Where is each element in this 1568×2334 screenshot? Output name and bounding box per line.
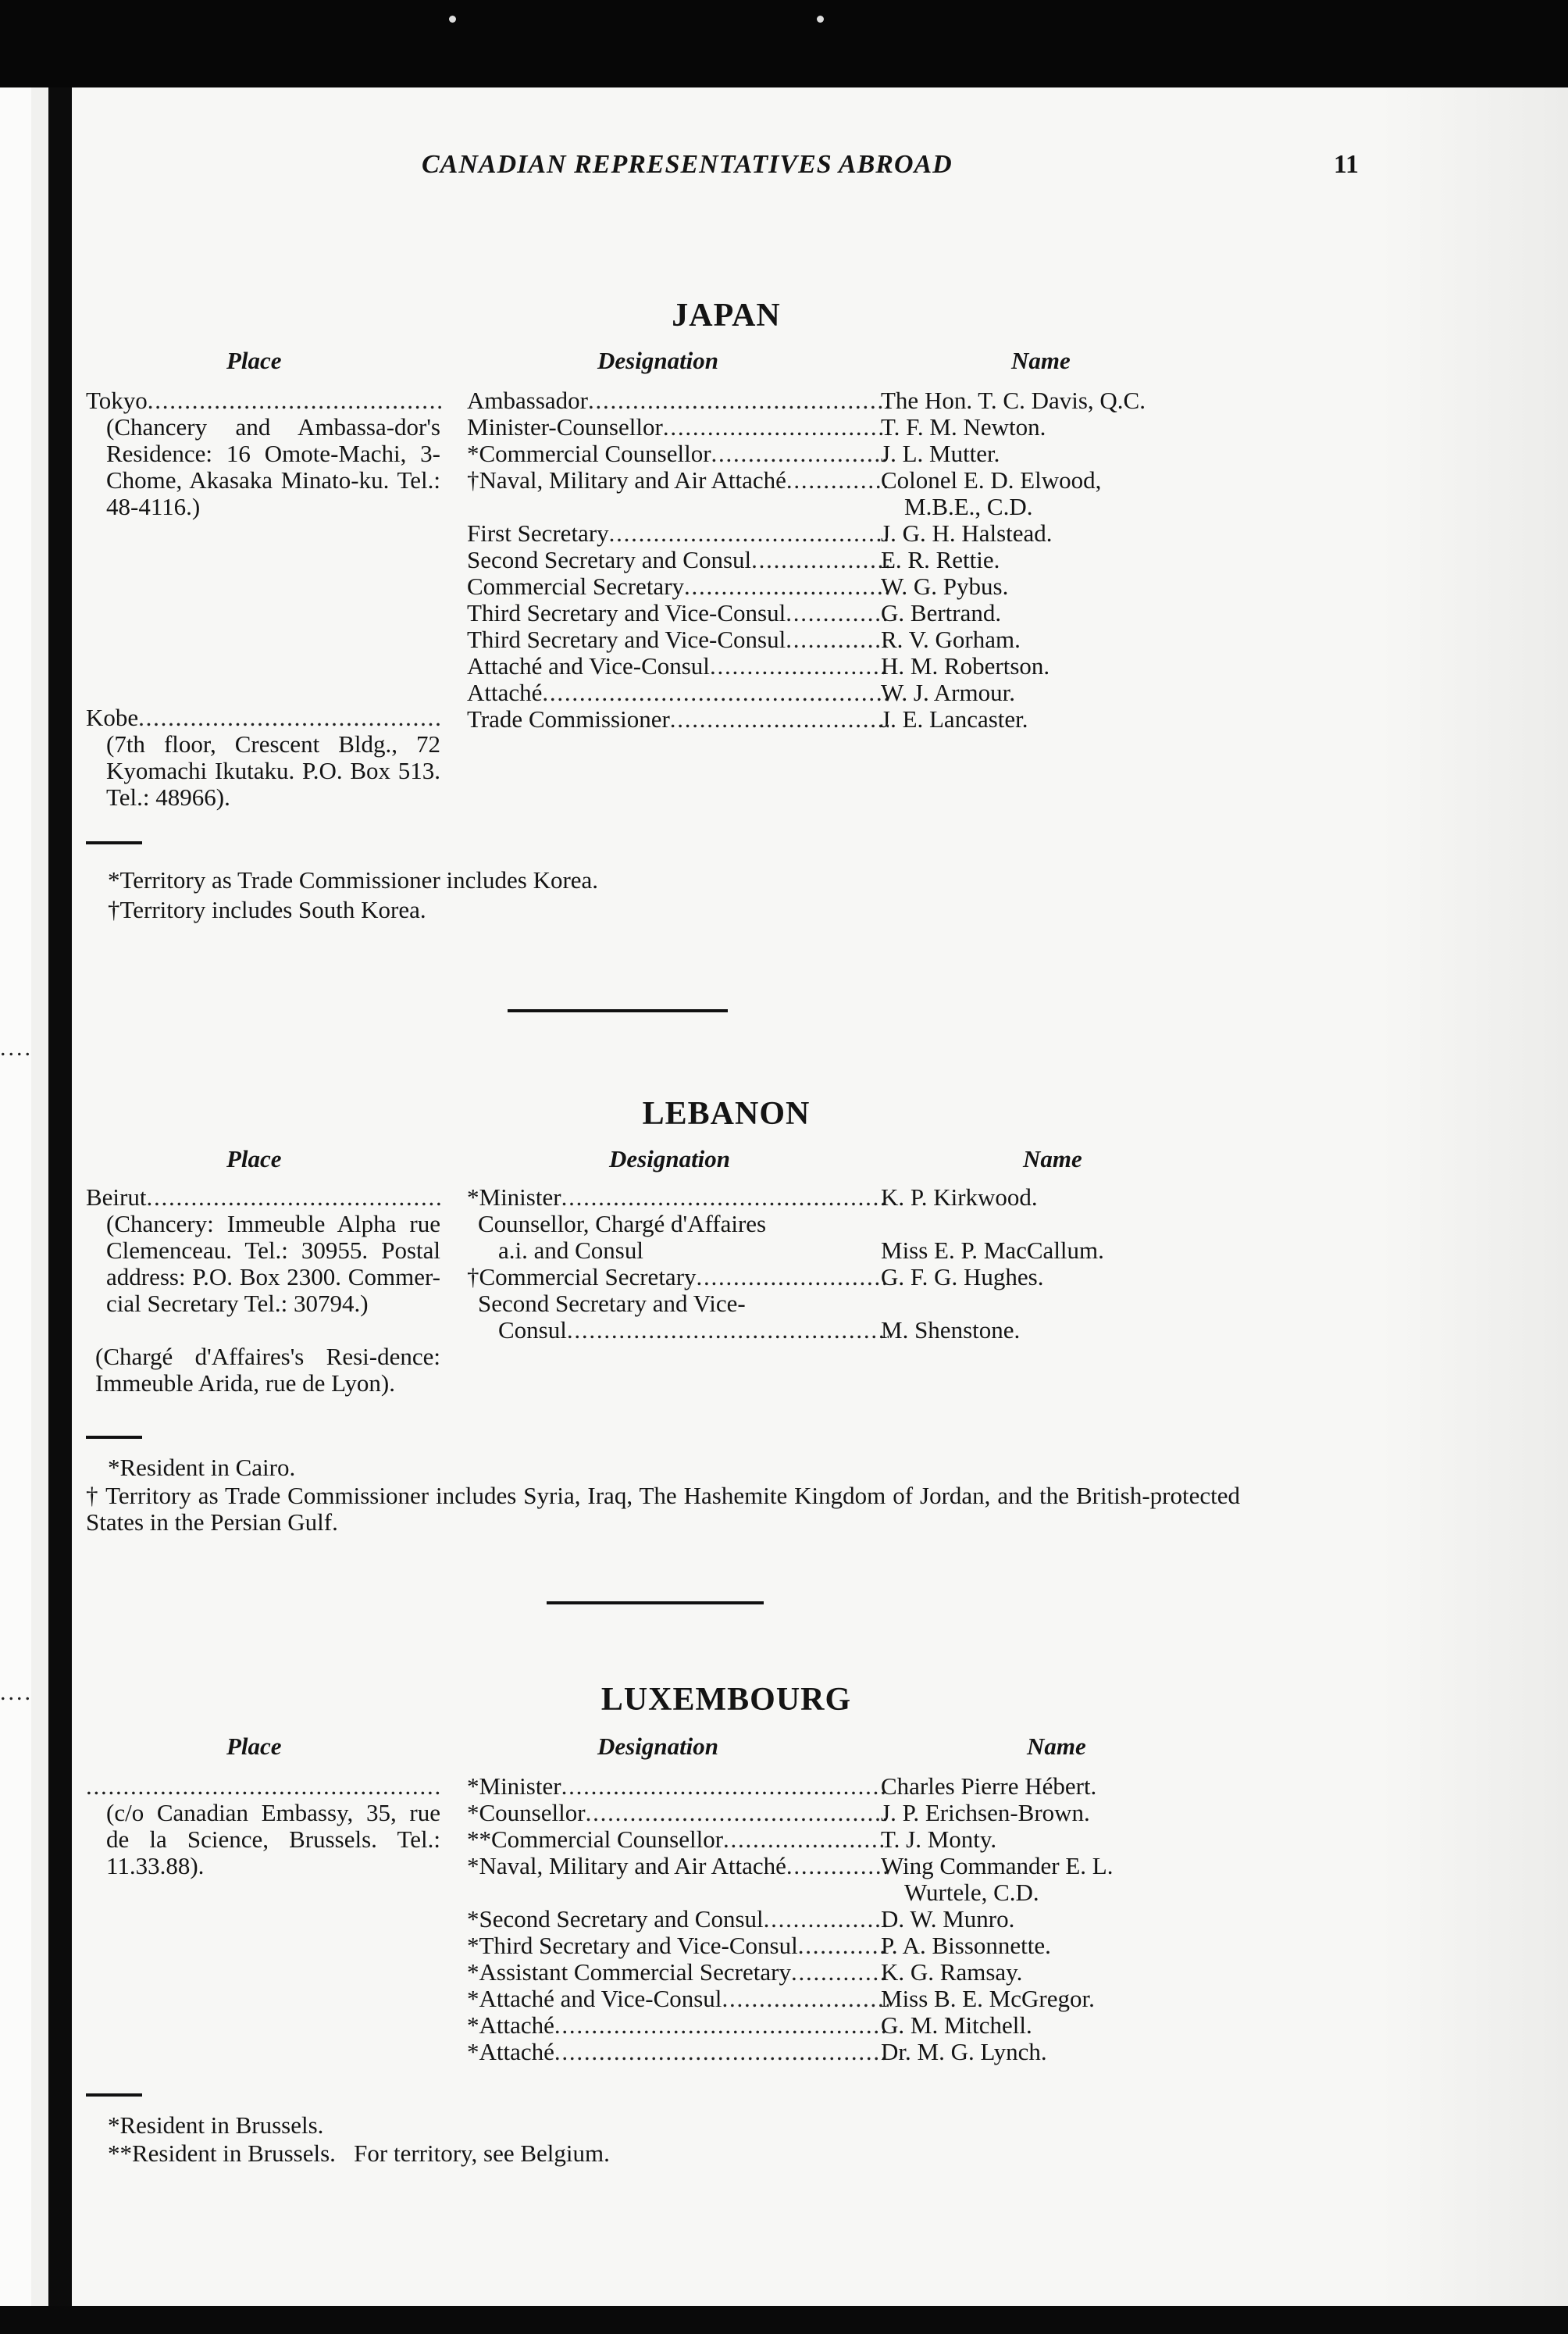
footnote: **Resident in Brussels. For territory, see Belgium. [108,2140,610,2167]
name-cell: Wurtele, C.D. [904,1879,1039,1906]
name-cell: G. F. G. Hughes. [881,1263,1044,1290]
designation-cell: Trade Commissioner . . . [467,706,889,733]
scan-bottom-border [0,2306,1568,2334]
section-title-japan: JAPAN [672,298,781,334]
designation-cell: *Third Secretary and Vice-Consul . . . [467,1933,889,1959]
scan-binding-shadow [31,87,48,2306]
section-title-lebanon: LEBANON [642,1096,811,1132]
name-cell: Wing Commander E. L. [881,1852,1114,1879]
designation-cell: *Counsellor . . . [467,1800,889,1826]
designation-cell: Third Secretary and Vice-Consul . . . [467,600,889,626]
name-cell: Charles Pierre Hébert. [881,1772,1097,1800]
name-cell: T. J. Monty. [881,1825,997,1853]
scan-right-margin [1381,87,1568,2306]
name-cell: Miss E. P. MacCallum. [881,1237,1104,1264]
column-header-designation: Designation [597,1733,719,1760]
name-cell: H. M. Robertson. [881,652,1050,680]
column-header-name: Name [1011,347,1071,374]
name-cell: J. E. Lancaster. [881,705,1028,733]
scan-left-margin [0,87,31,2306]
name-cell: K. P. Kirkwood. [881,1183,1038,1211]
address-luxembourg: (c/o Canadian Embassy, 35, rue de la Science, Brussels. Tel.: 11.33.88). [106,1799,440,1879]
name-cell: E. R. Rettie. [881,546,1000,573]
name-cell: J. G. H. Halstead. [881,519,1053,547]
designation-cell: *Naval, Military and Air Attaché . . . [467,1853,889,1879]
designation-cell: Second Secretary and Vice- [478,1290,746,1317]
scan-top-border [0,0,1568,87]
designation-cell: Consul . . . [498,1317,889,1344]
section-divider [508,1009,728,1012]
address-tokyo: (Chancery and Ambassa-dor's Residence: 16 Omote-Machi, 3-Chome, Akasaka Minato-ku. Tel.: 48-4116.) [106,413,440,520]
page-number: 11 [1333,150,1359,179]
name-cell: W. G. Pybus. [881,573,1009,600]
name-cell: J. P. Erichsen-Brown. [881,1799,1090,1826]
section-title-luxembourg: LUXEMBOURG [600,1682,852,1718]
designation-cell: †Naval, Military and Air Attaché . . . [467,467,889,494]
designation-cell: Minister-Counsellor . . . [467,414,889,441]
footnote: *Resident in Cairo. [108,1454,296,1481]
footnote-rule [86,841,142,844]
name-cell: The Hon. T. C. Davis, Q.C. [881,387,1146,414]
name-cell: R. V. Gorham. [881,626,1021,653]
place-luxembourg [86,1773,441,1800]
footnote-rule [86,2093,142,2097]
designation-cell: *Minister . . . [467,1773,889,1800]
designation-cell: †Commercial Secretary . . . [467,1264,889,1290]
address-beirut: (Chancery: Immeuble Alpha rue Clemenceau. Tel.: 30955. Postal address: P.O. Box 2300. Commer-cial Secretary Tel.: 30794.) [106,1210,440,1317]
designation-cell: Attaché and Vice-Consul . . . [467,653,889,680]
designation-cell: *Attaché . . . [467,2012,889,2039]
running-header [344,150,1359,189]
designation-cell: Commercial Secretary . . . [467,573,889,600]
designation-cell: *Assistant Commercial Secretary . . . [467,1959,889,1986]
section-divider [547,1601,764,1604]
name-cell: P. A. Bissonnette. [881,1932,1051,1959]
column-header-designation: Designation [609,1145,731,1172]
name-cell: Colonel E. D. Elwood, [881,466,1102,494]
scan-binding-edge [48,87,72,2306]
designation-cell: Attaché . . . [467,680,889,706]
designation-cell: **Commercial Counsellor . . . [467,1826,889,1853]
designation-cell: *Commercial Counsellor . . . [467,441,889,467]
designation-cell: *Minister . . . [467,1184,889,1211]
margin-mark: .... [0,1679,33,1705]
column-header-name: Name [1023,1145,1082,1172]
name-cell: Dr. M. G. Lynch. [881,2038,1047,2065]
designation-cell: *Attaché . . . [467,2039,889,2065]
designation-cell: Ambassador . . . [467,387,889,414]
margin-mark: .... [0,1035,33,1061]
footnote: *Resident in Brussels. [108,2111,324,2139]
designation-cell: Third Secretary and Vice-Consul . . . [467,626,889,653]
designation-cell: First Secretary . . . [467,520,889,547]
address-kobe: (7th floor, Crescent Bldg., 72 Kyomachi Ikutaku. P.O. Box 513. Tel.: 48966). [106,730,440,811]
column-header-designation: Designation [597,347,719,374]
column-header-place: Place [226,347,282,374]
name-cell: M.B.E., C.D. [904,493,1033,520]
footnote: *Territory as Trade Commissioner includes Korea. [108,866,599,894]
designation-cell: *Second Secretary and Consul . . . [467,1906,889,1933]
column-header-name: Name [1027,1733,1086,1760]
name-cell: M. Shenstone. [881,1316,1021,1344]
name-cell: K. G. Ramsay. [881,1958,1023,1986]
scan-speck [449,16,456,23]
name-cell: J. L. Mutter. [881,440,1000,467]
place-kobe: Kobe . . . [86,705,441,731]
designation-cell: Counsellor, Chargé d'Affaires [478,1210,767,1237]
document-page [78,87,1374,2306]
name-cell: T. F. M. Newton. [881,413,1046,441]
name-cell: Miss B. E. McGregor. [881,1985,1095,2012]
running-title: CANADIAN REPRESENTATIVES ABROAD [422,150,953,179]
scan-speck [817,16,824,23]
footnote: † Territory as Trade Commissioner includes Syria, Iraq, The Hashemite Kingdom of Jordan, and the British-protected States in the Persian Gulf. [86,1482,1240,1536]
name-cell: G. Bertrand. [881,599,1002,626]
column-header-place: Place [226,1733,282,1760]
designation-cell: *Attaché and Vice-Consul . . . [467,1986,889,2012]
name-cell: W. J. Armour. [881,679,1015,706]
place-tokyo: Tokyo . . . [86,387,441,414]
footnote: †Territory includes South Korea. [108,896,426,923]
footnote-rule [86,1436,142,1439]
designation-cell: a.i. and Consul [498,1237,643,1264]
column-header-place: Place [226,1145,282,1172]
residence-beirut: (Chargé d'Affaires's Resi-dence: Immeuble Arida, rue de Lyon). [95,1343,440,1397]
place-beirut: Beirut . . . [86,1184,441,1211]
designation-cell: Second Secretary and Consul . . . [467,547,889,573]
name-cell: G. M. Mitchell. [881,2011,1032,2039]
name-cell: D. W. Munro. [881,1905,1015,1933]
